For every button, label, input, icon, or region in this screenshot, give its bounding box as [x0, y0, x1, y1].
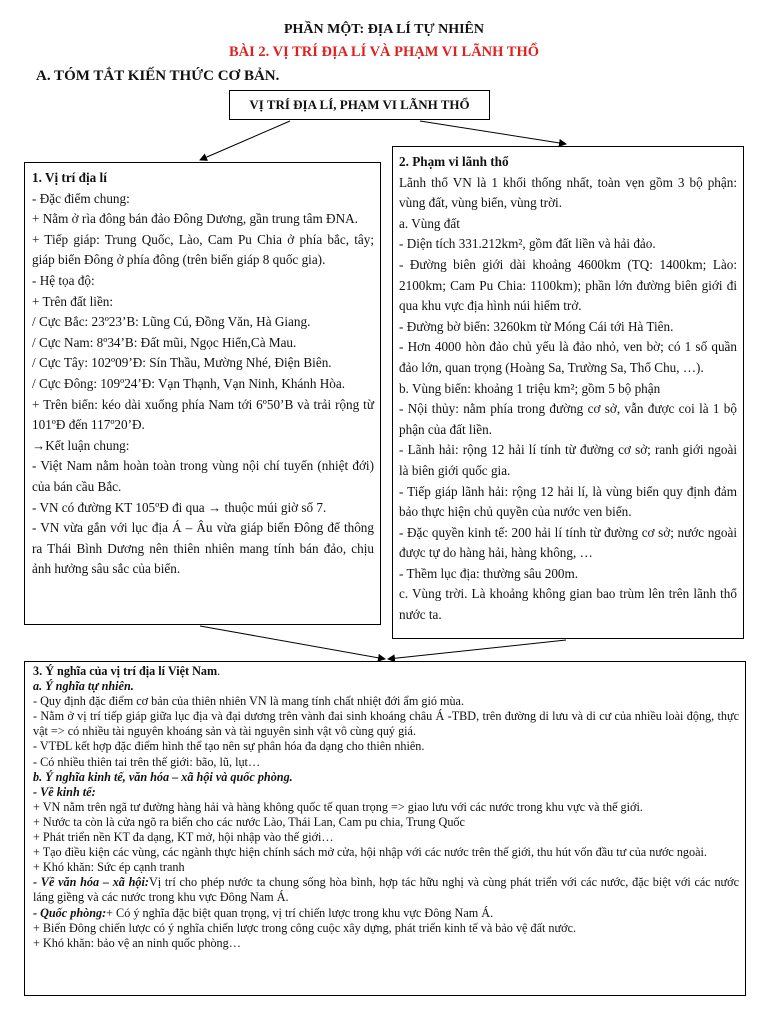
- box1-line: - Việt Nam nằm hoàn toàn trong vùng nội chí tuyến (nhiệt đới) của bán cầu Bắc.: [32, 458, 374, 494]
- box3-a-line: - Có nhiều thiên tai trên thế giới: bão, lũ, lụt…: [33, 754, 261, 769]
- box3-defense-text: + Có ý nghĩa đặc biệt quan trọng, vị trí chiến lược trong khu vực Đông Nam Á.: [106, 905, 494, 920]
- box2-line: - Nội thủy: nằm phía trong đường cơ sở, vẫn được coi là 1 bộ phận của đất liền.: [399, 401, 737, 437]
- box2-line: - Lãnh hải: rộng 12 hải lí tính từ đường cơ sở; ranh giới ngoài là biên giới quốc gia.: [399, 442, 737, 478]
- box1-line: + Trên biển: kéo dài xuống phía Nam tới 6º50’B và trải rộng từ 101ºĐ đến 117º20’Đ.: [32, 396, 374, 433]
- box3-econ-line: + Phát triển nền KT đa dạng, KT mở, hội nhập vào thế giới…: [33, 830, 334, 845]
- box3-econ-line: + VN nằm trên ngã tư đường hàng hải và hàng không quốc tế quan trọng => giao lưu với các nước trong khu vực và thế giới.: [33, 799, 643, 814]
- box3-heading-suffix: .: [217, 664, 221, 678]
- box2-line: c. Vùng trời. Là khoảng không gian bao trùm lên trên lãnh thổ nước ta.: [399, 586, 737, 623]
- box3-econ-line: + Nước ta còn là cửa ngõ ra biển cho các nước Lào, Thái Lan, Cam pu chia, Trung Quốc: [33, 814, 465, 829]
- box2-line: - Tiếp giáp lãnh hải: rộng 12 hải lí, là vùng biển quy định đảm bảo thực hiện chủ quyền của nước ven biển.: [399, 483, 737, 520]
- box3-econ-line: + Khó khăn: Sức ép cạnh tranh: [33, 860, 185, 875]
- part-title: PHẦN MỘT: ĐỊA LÍ TỰ NHIÊN: [283, 22, 485, 37]
- box3-sub-b: b. Ý nghĩa kinh tế, văn hóa – xã hội và quốc phòng.: [33, 769, 293, 784]
- box1-line: - VN có đường KT 105ºĐ đi qua → thuộc múi giờ số 7.: [32, 499, 327, 515]
- box3-defense-line: [33, 906, 739, 921]
- box3-defense-label: - Quốc phòng:: [33, 905, 107, 920]
- box3-sub-a: a. Ý nghĩa tự nhiên.: [33, 679, 134, 694]
- box1-line: →Kết luận chung:: [32, 437, 130, 453]
- arrow-to-box1: [200, 121, 290, 160]
- box2-heading: 2. Phạm vi lãnh thổ: [399, 154, 509, 169]
- box2-line: - Đường biên giới dài khoảng 4600km (TQ: 1400km; Lào: 2100km; Cam Pu Chia: 1100km); phần lớn đường biên giới đi qua khu vực địa hình núi hiểm trở.: [399, 256, 737, 314]
- box2-line: - Diện tích 331.212km², gồm đất liền và hải đảo.: [399, 236, 656, 252]
- box1-line: + Tiếp giáp: Trung Quốc, Lào, Cam Pu Chia ở phía bắc, tây; giáp biển Đông ở phía đông (trên biển giáp 8 quốc gia).: [32, 231, 374, 268]
- arrow-box1-to-box3: [200, 626, 385, 659]
- box3-defense-line: + Khó khăn: bảo vệ an ninh quốc phòng…: [33, 935, 241, 950]
- box1-heading: 1. Vị trí địa lí: [32, 170, 107, 185]
- box2-line: - Đường bờ biển: 3260km từ Móng Cái tới Hà Tiên.: [399, 318, 674, 334]
- box1-line: / Cực Tây: 102º09’Đ: Sín Thầu, Mường Nhé, Điện Biên.: [32, 355, 332, 371]
- box1-line: / Cực Đông: 109º24’Đ: Vạn Thạnh, Vạn Ninh, Khánh Hòa.: [32, 375, 346, 391]
- box-territory-scope: [392, 146, 744, 639]
- box3-culture-line: [33, 875, 739, 905]
- box3-a-line: - VTĐL kết hợp đặc điểm hình thể tạo nên sự phân hóa đa dạng cho thiên nhiên.: [33, 739, 425, 754]
- box2-line: - Đặc quyền kinh tế: 200 hải lí tính từ đường cơ sở; nước ngoài được tự do hàng hải, hàng không, …: [399, 524, 737, 561]
- box3-econ-line: + Tạo điều kiện các vùng, các ngành thực hiện chính sách mở cửa, hội nhập với các nước trên thế giới, thu hút vốn đầu tư của nước ngoài.: [33, 845, 707, 860]
- section-a-heading: A. TÓM TẮT KIẾN THỨC CƠ BẢN.: [36, 68, 280, 84]
- box3-defense-line: + Biển Đông chiến lược có ý nghĩa chiến lược trong công cuộc xây dựng, phát triển kinh tế và bảo vệ đất nước.: [33, 920, 577, 935]
- box2-line: Lãnh thổ VN là 1 khối thống nhất, toàn vẹn gồm 3 bộ phận: vùng đất, vùng biển, vùng trời.: [399, 174, 737, 211]
- box3-culture-label: - Về văn hóa – xã hội:: [33, 875, 149, 890]
- box1-line: - Hệ tọa độ:: [32, 272, 95, 288]
- box1-line: + Nằm ở rìa đông bán đảo Đông Dương, gần trung tâm ĐNA.: [32, 211, 358, 227]
- box3-heading-line: [33, 664, 739, 679]
- box2-line: - Thềm lục địa: thường sâu 200m.: [399, 565, 579, 581]
- box2-line: - Hơn 4000 hòn đảo chủ yếu là đảo nhỏ, ven bờ; có 1 số quần đảo lớn, quan trọng (Hoàng Sa, Trường Sa, Thổ Chu, …).: [399, 339, 737, 375]
- box1-line: - VN vừa gắn với lục địa Á – Âu vừa giáp biển Đông để thông ra Thái Bình Dương nên thiên nhiên mang tính bán đảo, chịu ảnh hưởng sâu sắc của biển.: [32, 520, 374, 577]
- arrow-box2-to-box3: [388, 640, 566, 659]
- box3-heading: 3. Ý nghĩa của vị trí địa lí Việt Nam: [33, 664, 218, 678]
- box3-a-line: - Quy định đặc điểm cơ bản của thiên nhiên VN là mang tính chất nhiệt đới ẩm gió mùa.: [33, 694, 464, 709]
- box-geographic-location: [24, 162, 381, 625]
- box3-econ-label: - Về kinh tế:: [33, 784, 96, 799]
- box-significance: [24, 661, 746, 996]
- box2-line: b. Vùng biển: khoảng 1 triệu km²; gồm 5 bộ phận: [399, 380, 661, 396]
- box1-line: + Trên đất liền:: [32, 293, 114, 309]
- box3-a-line: - Nằm ở vị trí tiếp giáp giữa lục địa và đại dương trên vành đai sinh khoáng châu Á -TBD, trên đường di lưu và di cư của nhiều loài động, thực vật => có nhiều tài nguyên khoáng sản và tài nguyên sinh vật vô cùng quý giá.: [33, 709, 739, 739]
- box1-line: - Đặc điểm chung:: [32, 190, 130, 206]
- box1-line: / Cực Bắc: 23º23’B: Lũng Cú, Đồng Văn, Hà Giang.: [32, 314, 311, 330]
- lesson-title: BÀI 2. VỊ TRÍ ĐỊA LÍ VÀ PHẠM VI LÃNH THỔ: [228, 44, 540, 60]
- arrow-to-box2: [420, 121, 566, 144]
- box2-line: a. Vùng đất: [399, 215, 460, 231]
- box3-culture-text: Vị trí cho phép nước ta chung sống hòa bình, hợp tác hữu nghị và cùng phát triển với các nước, đặc biệt với các nước láng giềng và các nước trong khu vực Đông Nam Á.: [33, 875, 739, 905]
- box1-line: / Cực Nam: 8º34’B: Đất mũi, Ngọc Hiển,Cà Mau.: [32, 334, 297, 350]
- root-box: VỊ TRÍ ĐỊA LÍ, PHẠM VI LÃNH THỔ: [229, 90, 490, 120]
